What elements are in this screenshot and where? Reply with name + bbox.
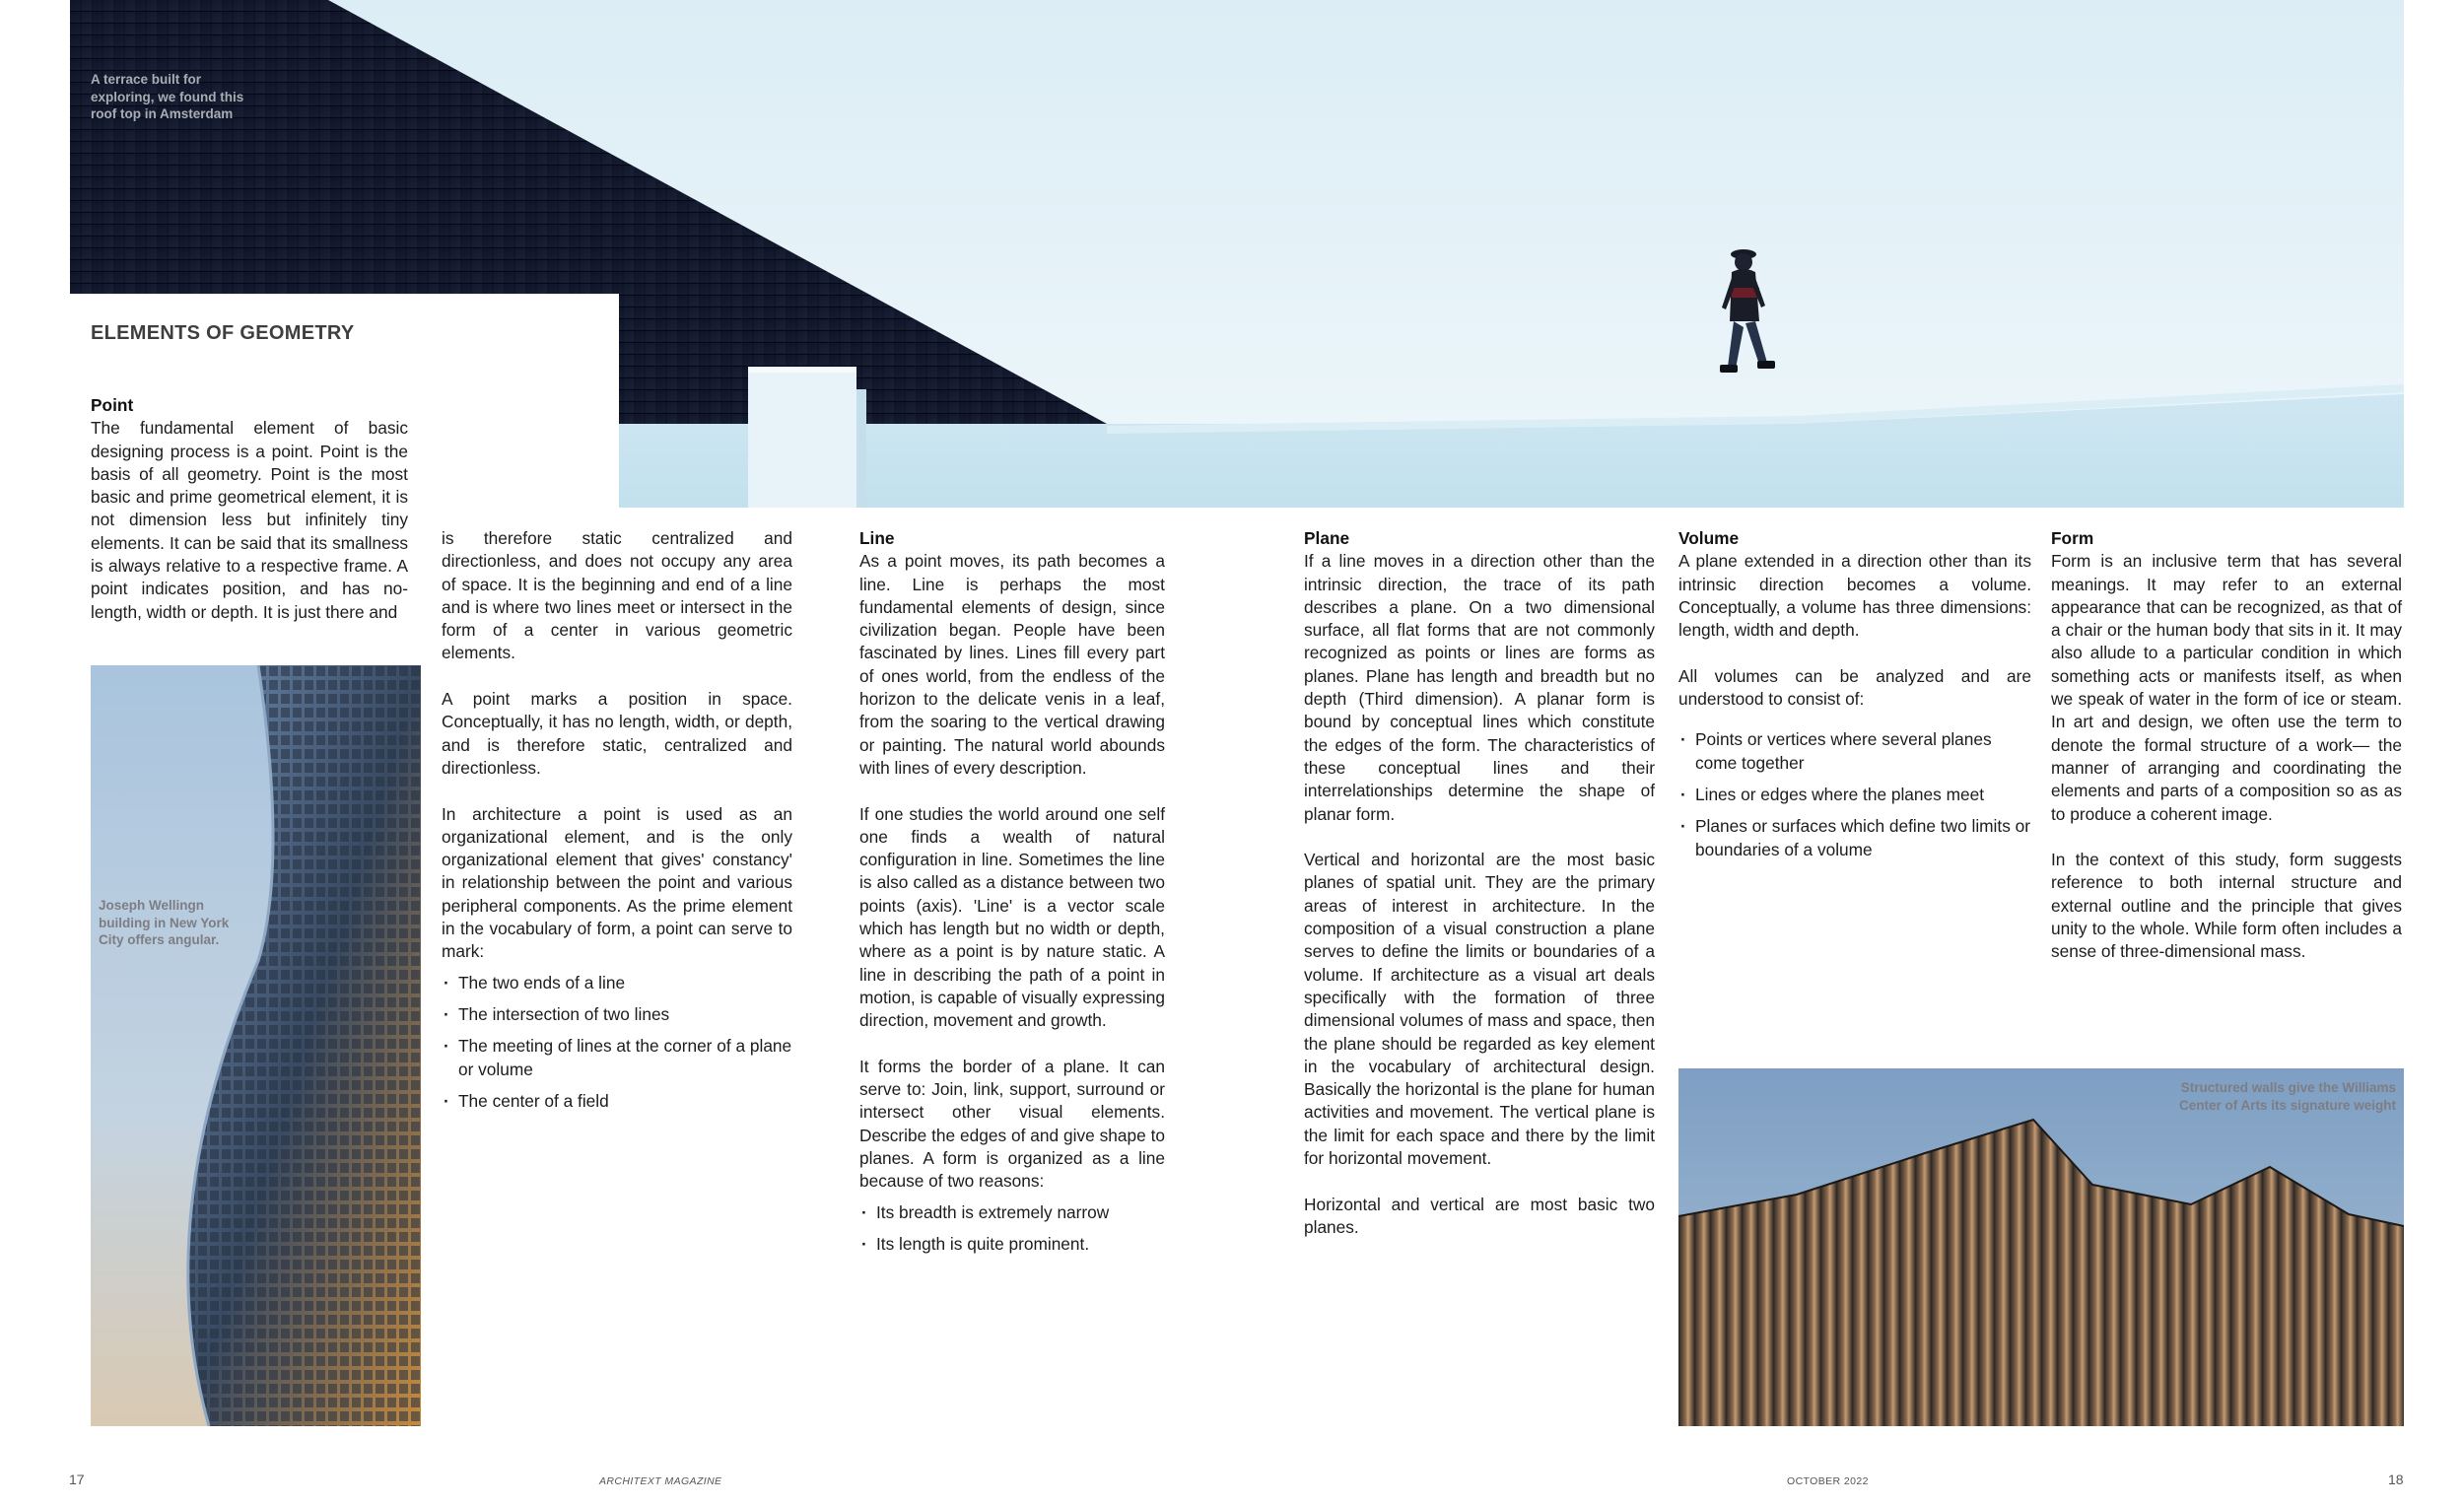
line-heading: Line <box>859 528 895 548</box>
section-title: ELEMENTS OF GEOMETRY <box>91 322 355 344</box>
plane-heading: Plane <box>1304 528 1350 548</box>
line-bullet-list <box>859 1201 1165 1257</box>
left-page-number: 17 <box>69 1472 85 1487</box>
point-intro-column <box>91 394 408 624</box>
point-heading: Point <box>91 395 134 415</box>
plane-paragraph-2: Vertical and horizontal are the most basic planes of spatial unit. They are the primary areas of interest in architecture. In the composition of a visual construction a plane serves to define the limits or boundaries of a volume. If architecture as a visual art deals specifically with the formation of three dimensional volumes of mass and space, then the plane should be regarded as key element in the vocabulary of architectural design. Basically the horizontal is the plane for human activities and movement. The vertical plane is the limit for each space and there by the limit for horizontal movement. <box>1304 850 1655 1169</box>
plane-paragraph-3: Horizontal and vertical are most basic two planes. <box>1304 1194 1655 1237</box>
line-column <box>859 527 1165 1265</box>
form-paragraph-2: In the context of this study, form suggests reference to both internal structure and external outline and the principle that gives unity to the whole. While form often includes a sense of three-dimensional mass. <box>2051 850 2402 962</box>
volume-bullet: · Points or vertices where several planes come together <box>1678 728 2031 775</box>
point-paragraph-2: is therefore static centralized and directionless, and does not occupy any area of space. It is the beginning and end of a line and is where two lines meet or intersect in the form of a center in various geometric elements. <box>442 528 792 663</box>
volume-bullet-list <box>1678 728 2031 860</box>
plane-paragraph-1: If a line moves in a direction other than the intrinsic direction, the trace of its path describes a plane. On a two dimensional surface, all flat forms that are not commonly recognized as points or lines are forms as planes. Plane has length and breadth but no depth (Third dimension). A planar form is bound by conceptual lines which constitute the edges of the form. The characteristics of these conceptual lines and their interrelationships determine the shape of planar form. <box>1304 551 1655 824</box>
williams-caption: Structured walls give the Williams Center of Arts its signature weight <box>2178 1080 2396 1113</box>
line-bullet: · Its breadth is extremely narrow <box>859 1201 1165 1224</box>
point-bullet-list <box>442 972 792 1113</box>
volume-paragraph-2: All volumes can be analyzed and are understood to consist of: <box>1678 665 2031 710</box>
form-heading: Form <box>2051 528 2094 548</box>
chimney-block <box>748 367 856 508</box>
point-bullet: · The meeting of lines at the corner of a plane or volume <box>442 1035 792 1081</box>
volume-bullet: · Lines or edges where the planes meet <box>1678 784 2031 806</box>
williams-center-photo <box>1678 1068 2404 1426</box>
form-paragraph-1: Form is an inclusive term that has several meanings. It may refer to an external appearance that can be recognized, as that of a chair or the human body that sits in it. It may also allude to a particular condition in which something acts or manifests itself, as when we speak of water in the form of ice or steam. In art and design, we often use the term to denote the formal structure of a work— the manner of arranging and coordinating the elements and parts of a composition so as as to produce a coherent image. <box>2051 551 2402 824</box>
line-paragraph-2: If one studies the world around one self one finds a wealth of natural configuration in line. Sometimes the line is also called as a distance between two points (axis). 'Line' is a vector scale which has length but no width or depth, where as a point is by nature static. A line in describing the path of a point in motion, is capable of visually expressing direction, movement and growth. <box>859 803 1165 1031</box>
magazine-name: ARCHITEXT MAGAZINE <box>599 1475 722 1487</box>
point-intro-paragraph: The fundamental element of basic designing process is a point. Point is the basis of all geometry. Point is the most basic and prime geometrical element, it is not dimension less but infinitely tiny elements. It can be said that its smallness is always relative to a respective frame. A point indicates position, and has no-length, width or depth. It is just there and <box>91 418 408 622</box>
issue-date: OCTOBER 2022 <box>1787 1475 1869 1487</box>
twisted-tower-illustration <box>91 665 421 1426</box>
tower-photo <box>91 665 421 1426</box>
plane-column <box>1304 527 1655 1239</box>
volume-heading: Volume <box>1678 528 1740 548</box>
form-column <box>2051 527 2402 964</box>
point-bullet: · The intersection of two lines <box>442 1003 792 1026</box>
volume-column <box>1678 527 2031 870</box>
volume-paragraph-1: A plane extended in a direction other than its intrinsic direction becomes a volume. Conceptually, a volume has three dimensions: length, width and depth. <box>1678 551 2031 641</box>
fluted-facade-illustration <box>1678 1068 2404 1426</box>
volume-bullet: · Planes or surfaces which define two limits or boundaries of a volume <box>1678 815 2031 861</box>
right-page-number: 18 <box>2388 1472 2404 1487</box>
line-bullet: · Its length is quite prominent. <box>859 1233 1165 1256</box>
point-bullet: · The center of a field <box>442 1090 792 1113</box>
point-paragraph-4: In architecture a point is used as an organizational element, and is the only organizational element that gives' constancy' in relationship between the point and various peripheral components. As the prime element in the vocabulary of form, a point can serve to mark: <box>442 803 792 962</box>
line-paragraph-1: As a point moves, its path becomes a line. Line is perhaps the most fundamental elements of design, since civilization began. People have been fascinated by lines. Lines fill every part of ones world, from the endless of the horizon to the delicate venis in a leaf, from the soaring to the vertical drawing or painting. The natural world abounds with lines of every description. <box>859 551 1165 778</box>
point-paragraph-3: A point marks a position in space. Conceptually, it has no length, width, or depth, and is therefore static, centralized and directionless. <box>442 689 792 778</box>
point-bullet: · The two ends of a line <box>442 972 792 994</box>
tower-caption: Joseph Wellingn building in New York City offers angular. <box>99 898 230 947</box>
point-continued-column <box>442 527 792 1122</box>
hero-caption: A terrace built for exploring, we found this roof top in Amsterdam <box>91 72 244 121</box>
line-paragraph-3: It forms the border of a plane. It can serve to: Join, link, support, surround or intersect other visual elements. Describe the edges of and give shape to planes. A form is organized as a line because of two reasons: <box>859 1056 1165 1192</box>
